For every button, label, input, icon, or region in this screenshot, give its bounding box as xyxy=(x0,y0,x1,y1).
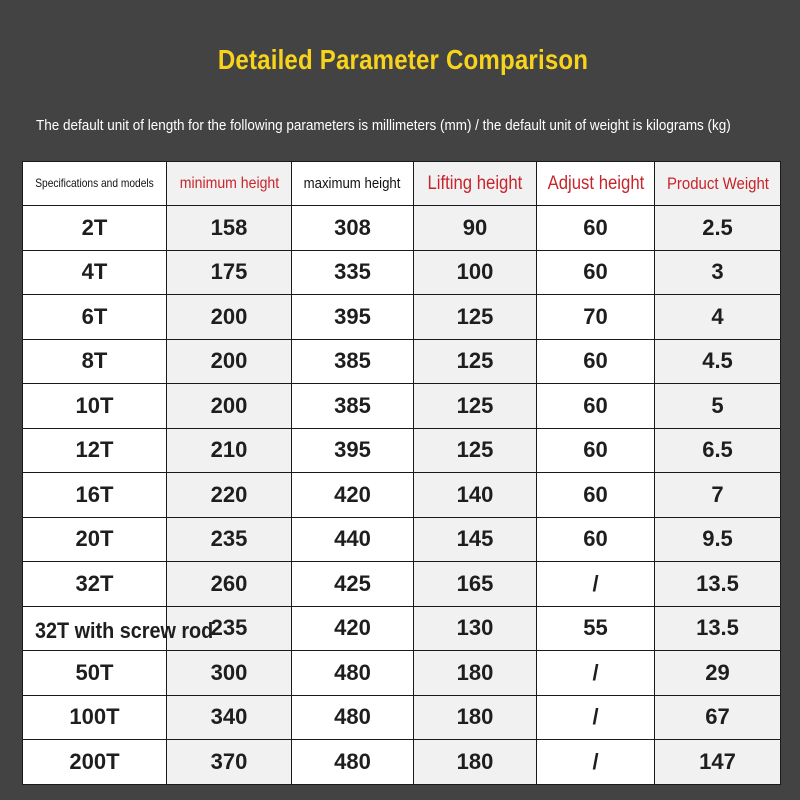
cell-max-height: 420 xyxy=(292,606,414,651)
cell-model: 200T xyxy=(23,740,167,785)
cell-max-height: 395 xyxy=(292,428,414,473)
cell-min-height: 175 xyxy=(167,250,292,295)
cell-lifting-height: 145 xyxy=(414,517,537,562)
cell-max-height: 335 xyxy=(292,250,414,295)
table-row xyxy=(23,339,781,384)
header-maximum-height: maximum height xyxy=(292,162,414,206)
cell-min-height: 370 xyxy=(167,740,292,785)
table-header-row xyxy=(23,162,781,206)
cell-model: 16T xyxy=(23,473,167,518)
cell-lifting-height: 140 xyxy=(414,473,537,518)
cell-max-height: 480 xyxy=(292,651,414,696)
cell-min-height: 158 xyxy=(167,206,292,251)
cell-model: 8T xyxy=(23,339,167,384)
cell-model: 12T xyxy=(23,428,167,473)
cell-adjust-height: 60 xyxy=(537,517,655,562)
table-row xyxy=(23,651,781,696)
cell-lifting-height: 125 xyxy=(414,428,537,473)
cell-max-height: 420 xyxy=(292,473,414,518)
cell-max-height: 480 xyxy=(292,740,414,785)
cell-adjust-height: 60 xyxy=(537,250,655,295)
cell-max-height: 308 xyxy=(292,206,414,251)
cell-weight: 13.5 xyxy=(655,606,781,651)
table-row xyxy=(23,517,781,562)
cell-max-height: 385 xyxy=(292,339,414,384)
cell-weight: 67 xyxy=(655,695,781,740)
cell-adjust-height: / xyxy=(537,695,655,740)
cell-adjust-height: / xyxy=(537,562,655,607)
cell-min-height: 220 xyxy=(167,473,292,518)
cell-adjust-height: 60 xyxy=(537,339,655,384)
cell-adjust-height: / xyxy=(537,651,655,696)
header-product-weight: Product Weight xyxy=(655,162,781,206)
cell-weight: 5 xyxy=(655,384,781,429)
cell-model: 20T xyxy=(23,517,167,562)
cell-model: 100T xyxy=(23,695,167,740)
table-row xyxy=(23,740,781,785)
header-lifting-height: Lifting height xyxy=(414,162,537,206)
table-row xyxy=(23,295,781,340)
cell-max-height: 385 xyxy=(292,384,414,429)
table-row xyxy=(23,250,781,295)
header-minimum-height: minimum height xyxy=(167,162,292,206)
table-row xyxy=(23,606,781,651)
cell-weight: 147 xyxy=(655,740,781,785)
cell-lifting-height: 100 xyxy=(414,250,537,295)
cell-min-height: 235 xyxy=(167,517,292,562)
cell-min-height: 210 xyxy=(167,428,292,473)
cell-adjust-height: 55 xyxy=(537,606,655,651)
cell-weight: 4 xyxy=(655,295,781,340)
cell-max-height: 395 xyxy=(292,295,414,340)
cell-model: 2T xyxy=(23,206,167,251)
cell-lifting-height: 165 xyxy=(414,562,537,607)
cell-lifting-height: 180 xyxy=(414,695,537,740)
cell-adjust-height: 60 xyxy=(537,428,655,473)
cell-lifting-height: 130 xyxy=(414,606,537,651)
cell-min-height: 200 xyxy=(167,339,292,384)
cell-lifting-height: 180 xyxy=(414,740,537,785)
table-row xyxy=(23,384,781,429)
page-title: Detailed Parameter Comparison xyxy=(217,44,589,75)
cell-lifting-height: 90 xyxy=(414,206,537,251)
cell-model: 32T with screw rod xyxy=(23,606,167,651)
cell-weight: 3 xyxy=(655,250,781,295)
cell-min-height: 235 xyxy=(167,606,292,651)
parameter-table xyxy=(22,161,781,785)
cell-model: 6T xyxy=(23,295,167,340)
cell-weight: 7 xyxy=(655,473,781,518)
cell-lifting-height: 125 xyxy=(414,384,537,429)
cell-model: 4T xyxy=(23,250,167,295)
cell-adjust-height: 60 xyxy=(537,384,655,429)
table-row xyxy=(23,473,781,518)
cell-lifting-height: 125 xyxy=(414,339,537,384)
cell-adjust-height: 70 xyxy=(537,295,655,340)
cell-min-height: 260 xyxy=(167,562,292,607)
table-row xyxy=(23,206,781,251)
cell-max-height: 440 xyxy=(292,517,414,562)
cell-weight: 4.5 xyxy=(655,339,781,384)
cell-min-height: 340 xyxy=(167,695,292,740)
table-row xyxy=(23,695,781,740)
cell-lifting-height: 125 xyxy=(414,295,537,340)
cell-max-height: 480 xyxy=(292,695,414,740)
cell-min-height: 200 xyxy=(167,384,292,429)
cell-max-height: 425 xyxy=(292,562,414,607)
cell-min-height: 200 xyxy=(167,295,292,340)
cell-model: 50T xyxy=(23,651,167,696)
table-row xyxy=(23,428,781,473)
cell-weight: 29 xyxy=(655,651,781,696)
unit-note: The default unit of length for the following parameters is millimeters (mm) / the default unit of weight is kilograms (kg) xyxy=(36,118,731,134)
cell-adjust-height: 60 xyxy=(537,206,655,251)
cell-lifting-height: 180 xyxy=(414,651,537,696)
cell-weight: 9.5 xyxy=(655,517,781,562)
cell-model: 10T xyxy=(23,384,167,429)
cell-model: 32T xyxy=(23,562,167,607)
header-spec-model: Specifications and models xyxy=(23,162,167,206)
cell-weight: 6.5 xyxy=(655,428,781,473)
cell-weight: 13.5 xyxy=(655,562,781,607)
cell-weight: 2.5 xyxy=(655,206,781,251)
cell-adjust-height: 60 xyxy=(537,473,655,518)
header-adjust-height: Adjust height xyxy=(537,162,655,206)
table-row xyxy=(23,562,781,607)
cell-adjust-height: / xyxy=(537,740,655,785)
cell-min-height: 300 xyxy=(167,651,292,696)
